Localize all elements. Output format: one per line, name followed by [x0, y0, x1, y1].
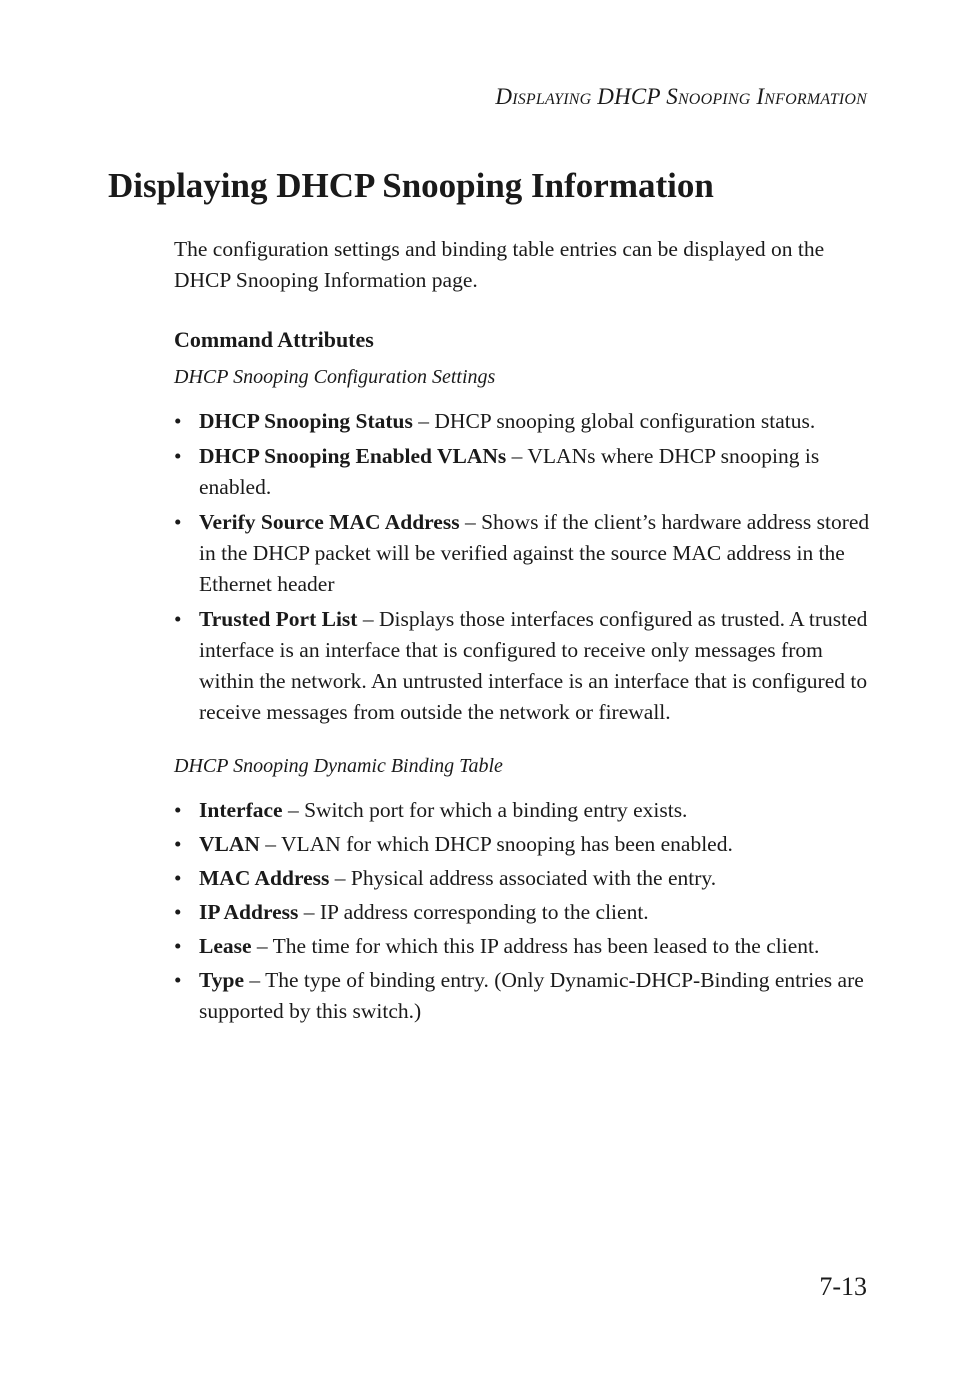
list-item-term: MAC Address [199, 866, 330, 890]
list-item [174, 795, 874, 826]
list-item-term: VLAN [199, 832, 260, 856]
list-item [174, 863, 874, 894]
list-item-term: Verify Source MAC Address [199, 510, 460, 534]
list-item [174, 965, 874, 1027]
config-settings-subheading: DHCP Snooping Configuration Settings [174, 366, 496, 388]
config-settings-list [174, 406, 874, 728]
command-attributes-heading: Command Attributes [174, 327, 374, 352]
list-item-term: IP Address [199, 900, 299, 924]
binding-table-list [174, 795, 874, 1027]
list-item-desc: – DHCP snooping global configuration status. [412, 409, 816, 433]
list-item-desc: – Physical address associated with the entry. [329, 866, 717, 890]
page-content [174, 234, 874, 1030]
list-item [174, 829, 874, 860]
list-item-term: Interface [199, 798, 283, 822]
list-item [174, 604, 874, 728]
list-item-desc: – VLAN for which DHCP snooping has been enabled. [259, 832, 733, 856]
list-item-desc: – Switch port for which a binding entry exists. [282, 798, 688, 822]
list-item-desc: – The type of binding entry. (Only Dynamic-DHCP-Binding entries are supported by this switch.) [199, 968, 864, 1023]
list-item-desc: – Shows if the client’s hardware address stored in the DHCP packet will be verified against the source MAC address in the Ethernet header [199, 510, 870, 596]
list-item-term: Lease [199, 934, 252, 958]
page-title: Displaying DHCP Snooping Information [108, 166, 714, 205]
list-item [174, 897, 874, 928]
list-item-term: DHCP Snooping Enabled VLANs [199, 444, 507, 468]
list-item [174, 507, 874, 600]
list-item [174, 441, 874, 503]
page-number: 7-13 [819, 1272, 867, 1301]
running-header-text: Displaying DHCP Snooping Information [495, 84, 867, 109]
list-item-desc: – IP address corresponding to the client. [298, 900, 649, 924]
list-item-term: Type [199, 968, 244, 992]
running-header [495, 84, 867, 110]
list-item [174, 406, 874, 437]
list-item-desc: – VLANs where DHCP snooping is enabled. [199, 444, 820, 499]
list-item-term: DHCP Snooping Status [199, 409, 413, 433]
binding-table-subheading: DHCP Snooping Dynamic Binding Table [174, 755, 503, 777]
list-item [174, 931, 874, 962]
list-item-desc: – The time for which this IP address has been leased to the client. [251, 934, 820, 958]
list-item-term: Trusted Port List [199, 607, 358, 631]
intro-paragraph: The configuration settings and binding table entries can be displayed on the DHCP Snooping Information page. [174, 237, 825, 292]
list-item-desc: – Displays those interfaces configured as trusted. A trusted interface is an interface that is configured to receive only messages from within the network. An untrusted interface is an interface that is configured to receive messages from outside the network or firewall. [199, 607, 868, 724]
